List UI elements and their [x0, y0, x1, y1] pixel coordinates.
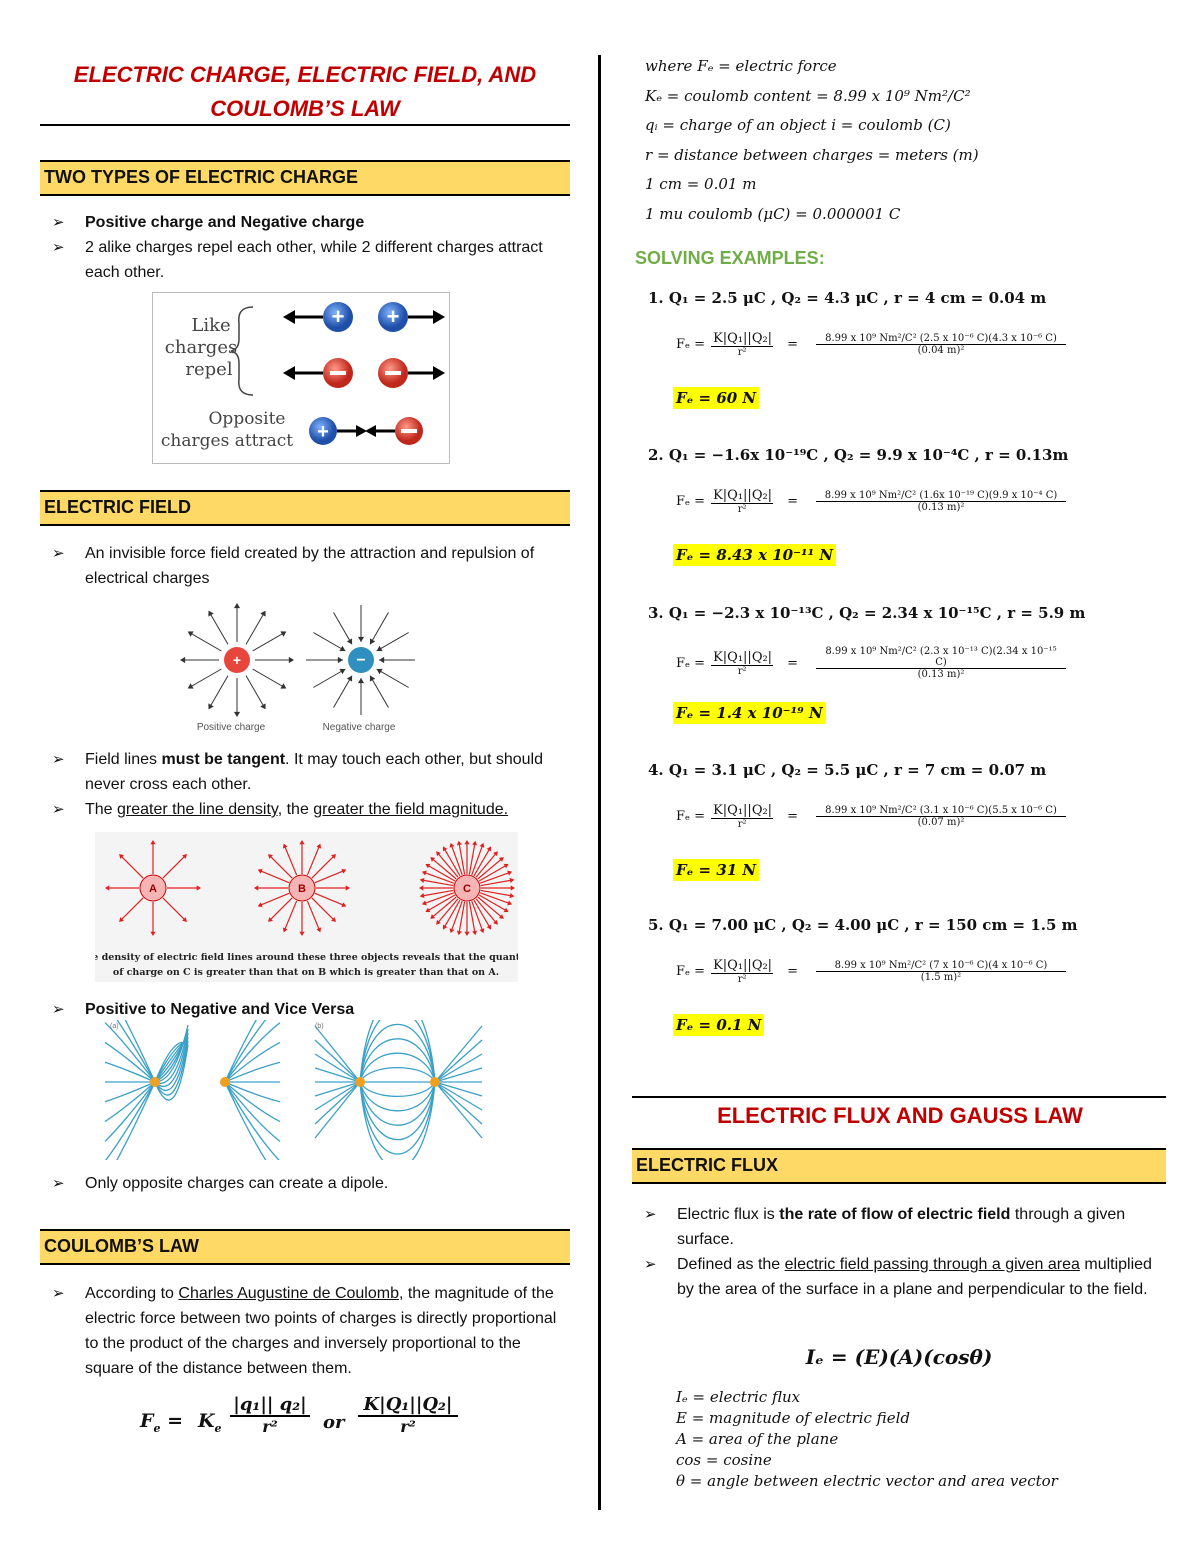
section-heading-coulomb: COULOMB’S LAW — [40, 1229, 570, 1265]
example-formula — [676, 958, 1066, 985]
kq-fraction: $\frac{\text{K|Q₁||Q₂|}}{\text{r²}}$ — [713, 803, 773, 830]
fe-label: Fₑ = — [676, 964, 706, 979]
example-formula — [676, 803, 1066, 830]
example-answer: Fₑ = 1.4 x 10⁻¹⁹ N — [673, 702, 826, 724]
substituted-fraction: $\frac{\text{8.99 x 10⁹ Nm²/C² (1.6x 10⁻¹⁹ C)(9.9 x 10⁻⁴ C)}}{\text{(0.13 m)²}}$ — [816, 490, 1066, 513]
bullet-underlined-text: Charles Augustine de Coulomb — [178, 1285, 399, 1302]
title-rule — [40, 124, 570, 126]
arrow-bullet-icon: ➢ — [52, 214, 65, 231]
svg-text:+: + — [331, 304, 345, 329]
coulomb-bullets — [40, 1281, 570, 1381]
arrow-bullet-icon: ➢ — [52, 801, 65, 818]
formula-fe: $F_e$ = — [140, 1410, 184, 1435]
bullet-text: 2 alike charges repel each other, while 2 different charges attract each other. — [85, 239, 543, 281]
equals-sign: = — [787, 964, 798, 979]
svg-text:−: − — [356, 652, 366, 669]
example-formula — [676, 331, 1066, 358]
definition-line: where Fₑ = electric force — [645, 57, 837, 75]
equals-sign: = — [787, 494, 798, 509]
example-answer: Fₑ = 8.43 x 10⁻¹¹ N — [673, 544, 836, 566]
substituted-fraction: $\frac{\text{8.99 x 10⁹ Nm²/C² (2.5 x 10⁻⁶ C)(4.3 x 10⁻⁶ C)}}{\text{(0.04 m)²}}$ — [816, 333, 1066, 356]
substituted-fraction: $\frac{\text{8.99 x 10⁹ Nm²/C² (7 x 10⁻⁶ C)(4 x 10⁻⁶ C)}}{\text{(1.5 m)²}}$ — [816, 960, 1066, 983]
fig-a-label: (a) — [110, 1023, 119, 1030]
kq-fraction: $\frac{\text{K|Q₁||Q₂|}}{\text{r²}}$ — [713, 958, 773, 985]
flux-formula: Iₑ = (E)(A)(cosθ) — [805, 1345, 993, 1369]
list-item — [40, 541, 570, 591]
section-heading-flux: ELECTRIC FLUX — [632, 1148, 1166, 1184]
fe-label: Fₑ = — [676, 655, 706, 671]
example-answer: Fₑ = 60 N — [673, 387, 759, 409]
definition-line: 1 cm = 0.01 m — [645, 175, 757, 193]
definition-line: E = magnitude of electric field — [676, 1409, 910, 1427]
substituted-fraction: $\frac{\text{8.99 x 10⁹ Nm²/C² (3.1 x 10⁻⁶ C)(5.5 x 10⁻⁶ C)}}{\text{(0.07 m)²}}$ — [816, 805, 1066, 828]
bullet-text: Electric flux is — [677, 1206, 780, 1223]
list-item — [40, 1281, 570, 1381]
arrow-bullet-icon: ➢ — [644, 1256, 657, 1273]
gauss-rule — [632, 1096, 1166, 1098]
bullet-text: , the magnitude of the electric force between two points of charges is directly proportional to the product of the charges and inversely proportional to the square of the distance between them. — [85, 1285, 557, 1377]
definition-line: Iₑ = electric flux — [676, 1388, 801, 1406]
coulomb-definitions — [645, 52, 1165, 229]
list-item — [40, 1171, 570, 1196]
definition-line: Kₑ = coulomb content = 8.99 x 10⁹ Nm²/C² — [645, 86, 971, 105]
charge-bullets — [40, 210, 570, 285]
section-heading-charge: TWO TYPES OF ELECTRIC CHARGE — [40, 160, 570, 196]
flux-bullets — [632, 1202, 1166, 1302]
list-item — [40, 997, 570, 1022]
density-caption-1: The density of electric field lines around these three objects reveals that the quantity — [95, 952, 518, 963]
example-formula — [676, 646, 1066, 680]
bullet-underlined-text: electric field passing through a given area — [784, 1256, 1080, 1273]
fe-label: Fₑ = — [676, 337, 706, 352]
kq-fraction: $\frac{\text{K|Q₁||Q₂|}}{\text{r²}}$ — [713, 331, 773, 358]
formula-fraction-1: |q₁|| q₂| r² — [230, 1394, 310, 1436]
fig-positive-label: Positive charge — [196, 722, 266, 733]
dipole-figure — [100, 1020, 485, 1160]
list-item — [40, 210, 570, 235]
arrow-bullet-icon: ➢ — [52, 1001, 65, 1018]
list-item — [40, 235, 570, 285]
like-charges-figure — [152, 292, 450, 464]
arrow-bullet-icon: ➢ — [52, 239, 65, 256]
arrow-bullet-icon: ➢ — [52, 1285, 65, 1302]
equals-sign: = — [787, 655, 798, 671]
bullet-text: Field lines — [85, 751, 162, 768]
bullet-text: An invisible force field created by the attraction and repulsion of electrical charges — [85, 545, 535, 587]
example-formula — [676, 488, 1066, 515]
bullet-text: The — [85, 801, 118, 818]
substituted-fraction: $\frac{\text{8.99 x 10⁹ Nm²/C² (2.3 x 10⁻¹³ C)(2.34 x 10⁻¹⁵ C)}}{\text{(0.13 m)²}}$ — [816, 646, 1066, 680]
field-bullets-2 — [40, 747, 570, 822]
arrow-bullet-icon: ➢ — [52, 751, 65, 768]
fig-like-label-2: charges — [164, 337, 238, 358]
fig-b-label: (b) — [315, 1023, 324, 1030]
fe-label: Fₑ = — [676, 809, 706, 824]
formula-or: or — [323, 1412, 345, 1433]
bullet-text: . It may touch each other, but should never cross each other. — [85, 751, 543, 793]
arrow-bullet-icon: ➢ — [644, 1206, 657, 1223]
example-given: 3. Q₁ = −2.3 x 10⁻¹³C , Q₂ = 2.34 x 10⁻¹⁵C , r = 5.9 m — [648, 604, 1086, 622]
fig-like-label-3: repel — [185, 359, 233, 380]
kq-fraction: $\frac{\text{K|Q₁||Q₂|}}{\text{r²}}$ — [713, 488, 773, 515]
kq-fraction: $\frac{\text{K|Q₁||Q₂|}}{\text{r²}}$ — [713, 649, 773, 677]
arrow-bullet-icon: ➢ — [52, 1175, 65, 1192]
field-density-diagram — [95, 832, 518, 982]
example-given: 1. Q₁ = 2.5 μC , Q₂ = 4.3 μC , r = 4 cm = 0.04 m — [648, 289, 1047, 307]
title-line-1: ELECTRIC CHARGE, ELECTRIC FIELD, AND — [73, 62, 537, 87]
field-bullets-4 — [40, 1171, 570, 1196]
example-given: 5. Q₁ = 7.00 μC , Q₂ = 4.00 μC , r = 150 cm = 1.5 m — [648, 916, 1078, 934]
field-density-figure — [95, 832, 518, 982]
definition-line: 1 mu coulomb (μC) = 0.000001 C — [645, 204, 901, 223]
fig-negative-label: Negative charge — [322, 722, 396, 733]
coulomb-formula — [140, 1394, 470, 1450]
solving-examples-heading: SOLVING EXAMPLES: — [635, 248, 825, 268]
svg-text:+: + — [232, 652, 242, 668]
fig-opposite-label-2: charges attract — [160, 431, 294, 451]
document-title — [40, 58, 570, 126]
column-divider — [598, 55, 601, 1510]
bullet-text: multiplied by the area of the surface in a plane and perpendicular to the field. — [677, 1256, 1152, 1298]
definition-line: cos = cosine — [676, 1451, 772, 1469]
section-heading-field: ELECTRIC FIELD — [40, 490, 570, 526]
equals-sign: = — [787, 337, 798, 352]
field-lines-diagram — [175, 600, 415, 736]
dipole-diagram — [100, 1020, 485, 1160]
svg-text:+: + — [386, 304, 400, 329]
bullet-underlined-text: greater the field magnitude. — [313, 801, 509, 818]
charge-label: B — [298, 883, 306, 895]
example-given: 4. Q₁ = 3.1 μC , Q₂ = 5.5 μC , r = 7 cm = 0.07 m — [648, 761, 1047, 779]
fig-like-label-1: Like — [191, 315, 231, 336]
bullet-bold-text: must be tangent — [161, 751, 286, 768]
list-item — [40, 797, 570, 822]
charge-label: A — [149, 883, 157, 895]
svg-text:+: + — [317, 421, 329, 443]
list-item — [632, 1252, 1166, 1302]
field-bullets-3 — [40, 997, 570, 1022]
bullet-text: , the — [277, 801, 314, 818]
definition-line: A = area of the plane — [676, 1430, 839, 1448]
example-answer: Fₑ = 31 N — [673, 859, 759, 881]
bullet-text: Defined as the — [677, 1256, 785, 1273]
field-lines-figure — [175, 600, 415, 736]
bullet-bold-text: the rate of flow of electric field — [779, 1206, 1011, 1223]
bullet-text: According to — [85, 1285, 179, 1302]
bullet-text: Only opposite charges can create a dipole. — [85, 1175, 389, 1192]
field-bullets — [40, 541, 570, 591]
charges-diagram — [153, 293, 449, 463]
bullet-bold-text: Positive to Negative and Vice Versa — [85, 1001, 355, 1018]
example-given: 2. Q₁ = −1.6x 10⁻¹⁹C , Q₂ = 9.9 x 10⁻⁴C , r = 0.13m — [648, 446, 1069, 464]
bullet-underlined-text: greater the line density — [117, 801, 278, 818]
definition-line: qᵢ = charge of an object i = coulomb (C) — [645, 116, 951, 134]
fig-opposite-label-1: Opposite — [208, 409, 286, 429]
formula-ke: $K_e$ — [198, 1410, 222, 1435]
title-line-2: COULOMB’S LAW — [210, 96, 400, 121]
charge-label: C — [463, 883, 471, 895]
equals-sign: = — [787, 809, 798, 824]
definition-line: r = distance between charges = meters (m) — [645, 145, 979, 164]
bullet-text: through a given surface. — [677, 1206, 1126, 1248]
formula-fraction-2: K|Q₁||Q₂| r² — [358, 1394, 458, 1436]
flux-definitions — [676, 1387, 1156, 1492]
list-item — [632, 1202, 1166, 1252]
list-item — [40, 747, 570, 797]
example-answer: Fₑ = 0.1 N — [673, 1014, 764, 1036]
bullet-text: Positive charge and Negative charge — [85, 214, 365, 231]
density-caption-2: of charge on C is greater than that on B which is greater than that on A. — [112, 967, 500, 978]
fe-label: Fₑ = — [676, 494, 706, 509]
definition-line: θ = angle between electric vector and area vector — [676, 1472, 1058, 1490]
gauss-title: ELECTRIC FLUX AND GAUSS LAW — [717, 1103, 1083, 1128]
arrow-bullet-icon: ➢ — [52, 545, 65, 562]
